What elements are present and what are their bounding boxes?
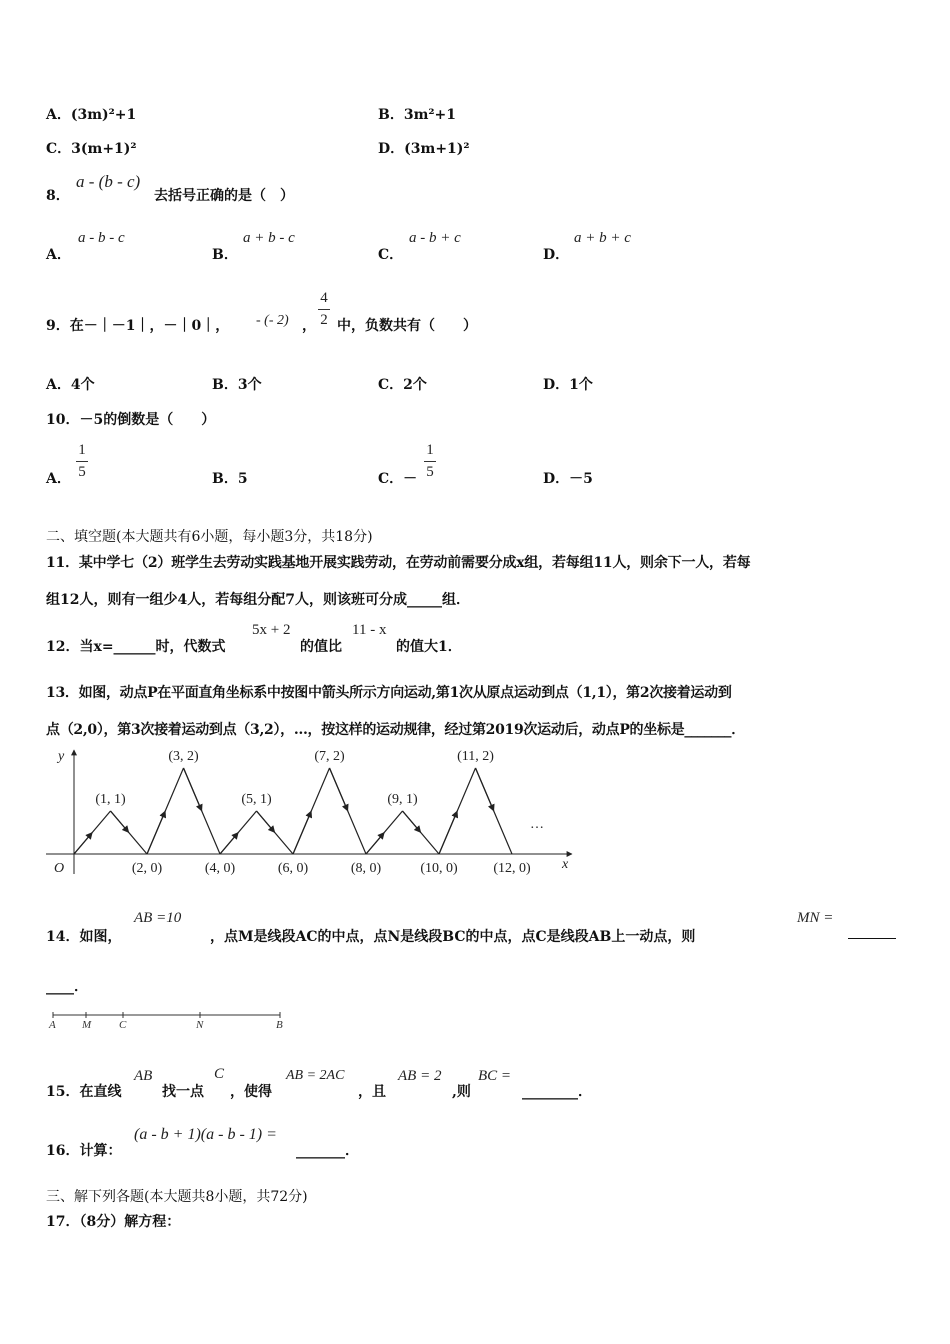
peak-label-4: (7, 2) xyxy=(314,749,345,764)
path-arrow-5 xyxy=(220,833,238,855)
q11-line-1: 11．某中学七（2）班学生去劳动实践基地开展实践劳动，在劳动前需要分成x组，若每组11人，则余下一人，若每 xyxy=(46,555,751,571)
peak-label-3: (5, 1) xyxy=(241,792,272,807)
q10-option-a-bar xyxy=(76,461,88,462)
q9-option-c: C．2个 xyxy=(378,377,427,393)
y-axis-label: y xyxy=(58,749,65,764)
q10-option-a-label: A． xyxy=(46,471,71,487)
q10-option-d: D．－5 xyxy=(543,471,593,487)
q15-stem-part1: 15．在直线 xyxy=(46,1084,122,1100)
q15-expression-bc: BC = xyxy=(478,1068,512,1084)
q14-answer-blank-end: ____． xyxy=(46,979,88,995)
axis-point-label-5: (10, 0) xyxy=(420,861,458,876)
q15-stem-part5: ,则 xyxy=(452,1084,471,1100)
q11-line-2: 组12人，则有一组少4人，若每组分配7人，则该班可分成_____组． xyxy=(46,592,470,608)
path-arrow-2 xyxy=(111,811,129,833)
q14-stem-part2: ，点M是线段AC的中点，点N是线段BC的中点，点C是线段AB上一动点，则 xyxy=(210,929,696,945)
q10-option-c-denominator: 5 xyxy=(426,464,434,480)
q7-option-a: A．(3m)²+1 xyxy=(46,107,137,123)
q8-option-d: a + b + c xyxy=(574,230,631,246)
origin-label: O xyxy=(54,861,65,876)
segment-point-label-b: B xyxy=(276,1019,283,1031)
section-2-heading: 二、填空题(本大题共有6小题，每小题3分，共18分) xyxy=(46,529,373,545)
q9-fraction-numerator: 4 xyxy=(320,290,328,306)
section-3-heading: 三、解下列各题(本大题共8小题，共72分) xyxy=(46,1189,308,1205)
q14-answer-blank xyxy=(848,938,896,939)
q9-expression: - (- 2) xyxy=(256,313,289,328)
peak-label-1: (1, 1) xyxy=(95,792,126,807)
segment-point-label-c: C xyxy=(119,1019,127,1031)
q9-option-a: A．4个 xyxy=(46,377,95,393)
q10-option-c-numerator: 1 xyxy=(426,442,434,458)
q14-expression-2: MN = xyxy=(797,910,834,926)
q8-option-b-label: B． xyxy=(212,247,238,263)
chart-axes xyxy=(46,749,572,876)
q16-answer-blank: _______． xyxy=(296,1143,359,1159)
q13-line-2: 点（2,0），第3次接着运动到点（3,2），…，按这样的运动规律，经过第2019次运动后，动点P的坐标是_______． xyxy=(46,722,745,738)
q9-stem-part1: 9．在－｜－1｜，－｜0｜， xyxy=(46,318,230,334)
segment-figure xyxy=(44,1008,294,1034)
q8-option-c-label: C． xyxy=(378,247,404,263)
q15-expression-ab: AB xyxy=(134,1068,153,1084)
axis-point-label-6: (12, 0) xyxy=(493,861,531,876)
chart-path-segments xyxy=(74,768,512,854)
path-arrow-8 xyxy=(330,768,348,811)
q10-option-a-numerator: 1 xyxy=(78,442,86,458)
segment-point-label-m: M xyxy=(82,1019,92,1031)
q9-fraction-bar xyxy=(318,309,330,310)
q16-stem: 16．计算： xyxy=(46,1143,122,1159)
path-arrow-6 xyxy=(257,811,275,833)
q8-expression: a - (b - c) xyxy=(76,172,141,191)
q12-stem-part2: 的值比 xyxy=(300,639,342,655)
q17-stem: 17．（8分）解方程： xyxy=(46,1214,181,1230)
path-arrow-3 xyxy=(147,811,165,854)
path-arrow-9 xyxy=(366,833,384,855)
q9-fraction xyxy=(318,290,330,329)
q8-number: 8． xyxy=(46,188,70,204)
path-arrow-11 xyxy=(439,811,457,854)
q8-option-a: a - b - c xyxy=(78,230,125,246)
q10-option-b: B．5 xyxy=(212,471,248,487)
q9-comma: ， xyxy=(302,318,316,334)
q14-stem-part1: 14．如图， xyxy=(46,929,122,945)
axis-point-label-1: (2, 0) xyxy=(131,861,163,876)
continuation-ellipsis: … xyxy=(530,817,544,832)
q8-option-d-label: D． xyxy=(543,247,570,263)
q9-fraction-denominator: 2 xyxy=(320,312,328,328)
path-arrow-7 xyxy=(293,811,311,854)
segment-point-label-n: N xyxy=(196,1019,204,1031)
q15-expression-condition: AB = 2AC xyxy=(286,1068,345,1083)
x-axis-label: x xyxy=(562,857,569,872)
q10-option-c-fraction xyxy=(424,442,436,481)
axis-point-label-4: (8, 0) xyxy=(350,861,382,876)
q14-expression-1: AB =10 xyxy=(134,910,182,926)
q12-stem-part1: 12．当x=______时，代数式 xyxy=(46,639,226,655)
q9-stem-part2: 中，负数共有（ ） xyxy=(337,318,477,334)
q10-stem: 10．－5的倒数是（ ） xyxy=(46,412,216,428)
peak-label-6: (11, 2) xyxy=(457,749,494,764)
q8-option-a-label: A． xyxy=(46,247,71,263)
q13-line-1: 13．如图，动点P在平面直角坐标系中按图中箭头所示方向运动,第1次从原点运动到点（1,1），第2次接着运动到 xyxy=(46,685,732,701)
q10-option-a-fraction xyxy=(76,442,88,481)
motion-path-chart xyxy=(44,744,580,884)
q7-option-c: C．3(m+1)² xyxy=(46,141,137,157)
q12-expression-1: 5x + 2 xyxy=(252,622,291,638)
q16-expression: (a - b + 1)(a - b - 1) = xyxy=(134,1126,277,1143)
q12-expression-2: 11 - x xyxy=(352,622,387,638)
segment-point-label-a: A xyxy=(49,1019,56,1031)
q12-stem-part3: 的值大1． xyxy=(396,639,462,655)
path-arrow-12 xyxy=(476,768,494,811)
q10-option-c-bar xyxy=(424,461,436,462)
axis-point-label-2: (4, 0) xyxy=(204,861,236,876)
q15-stem-part2: 找一点 xyxy=(162,1084,204,1100)
q9-option-d: D．1个 xyxy=(543,377,593,393)
path-arrow-4 xyxy=(184,768,202,811)
path-arrow-1 xyxy=(74,833,92,855)
q15-expression-c: C xyxy=(214,1066,225,1082)
q10-option-c-label: C．－ xyxy=(378,471,418,487)
path-arrow-10 xyxy=(403,811,421,833)
q10-option-a-denominator: 5 xyxy=(78,464,86,480)
q8-stem: 去括号正确的是（ ） xyxy=(154,188,294,204)
peak-label-2: (3, 2) xyxy=(168,749,199,764)
q15-stem-part3: ，使得 xyxy=(230,1084,272,1100)
axis-point-label-3: (6, 0) xyxy=(277,861,309,876)
q8-option-c: a - b + c xyxy=(409,230,461,246)
q7-option-b: B．3m²+1 xyxy=(378,107,456,123)
peak-label-5: (9, 1) xyxy=(387,792,418,807)
q15-expression-length: AB = 2 xyxy=(398,1068,442,1084)
q8-option-b: a + b - c xyxy=(243,230,295,246)
q9-option-b: B．3个 xyxy=(212,377,262,393)
q15-answer-blank: ________． xyxy=(522,1084,592,1100)
chart-point-labels xyxy=(95,749,544,876)
q15-stem-part4: ，且 xyxy=(358,1084,386,1100)
q7-option-d: D．(3m+1)² xyxy=(378,141,470,157)
